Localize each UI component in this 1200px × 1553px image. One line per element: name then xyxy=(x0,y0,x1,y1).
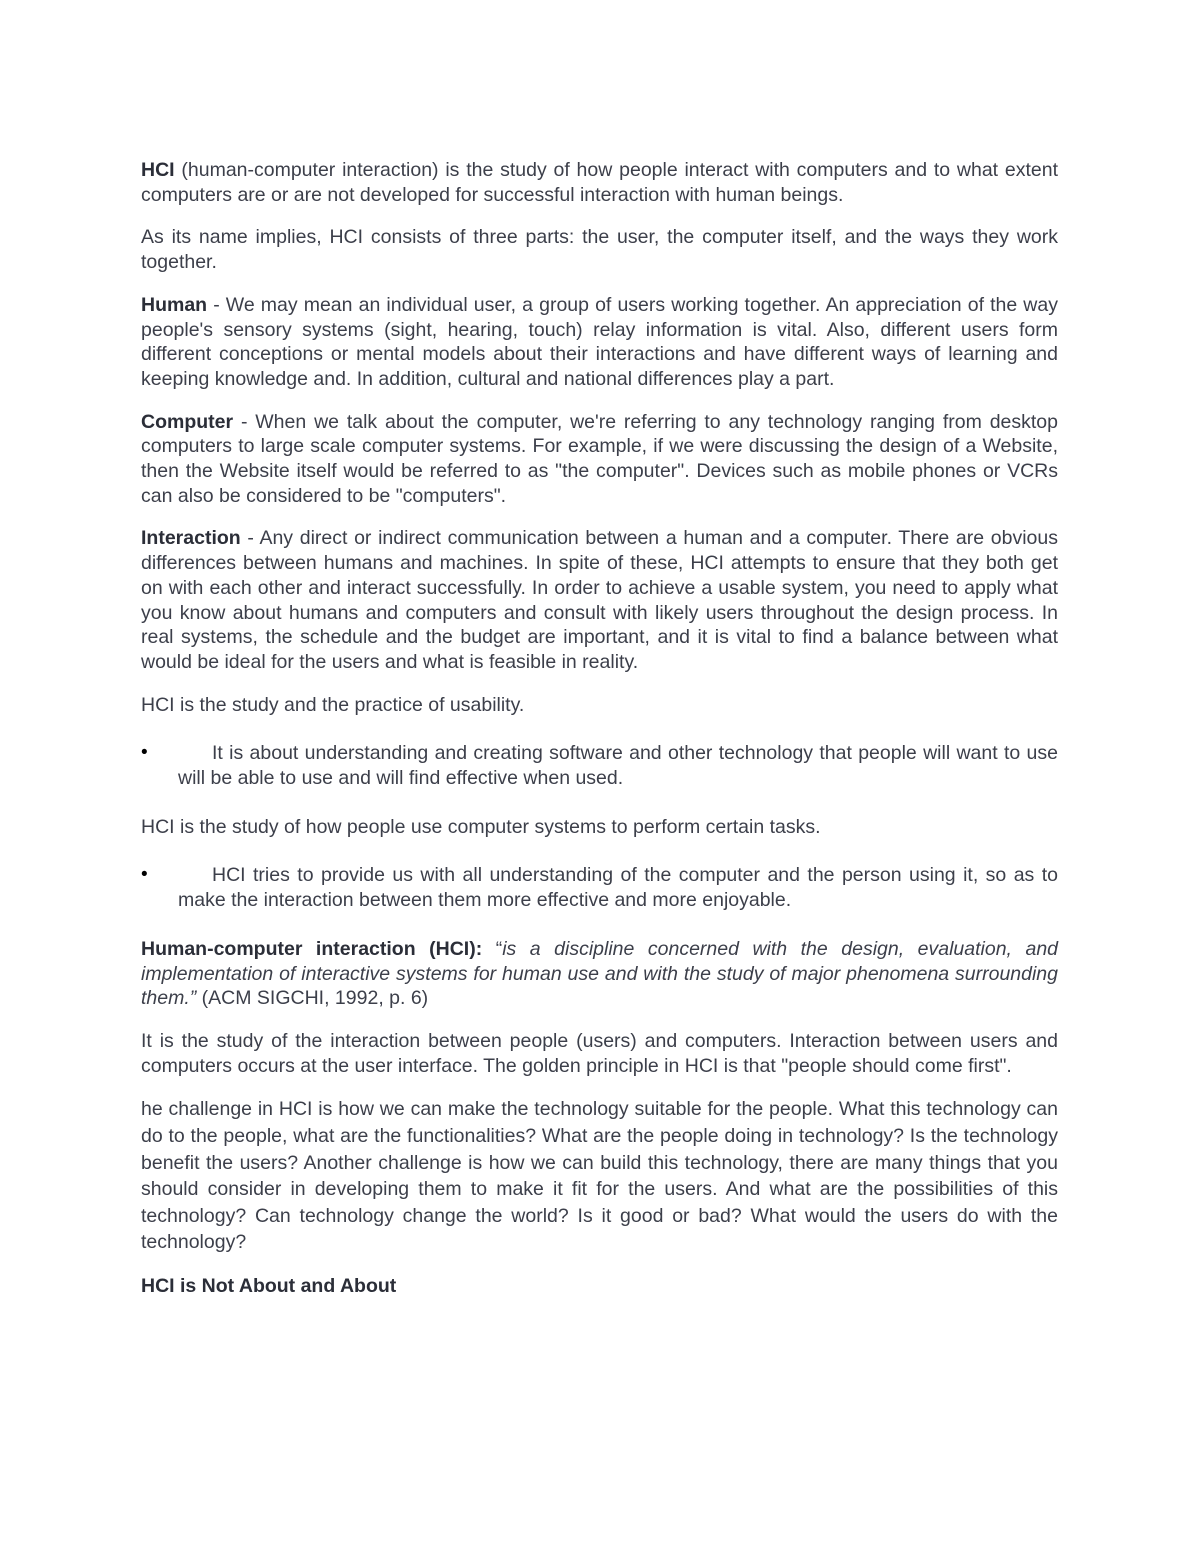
section-heading xyxy=(141,1274,1058,1299)
definition-quote: is a discipline concerned with the design, evaluation, and implementation of interactive systems for human use and with the study of major phenomena surrounding them.” xyxy=(141,937,1059,1010)
challenge-paragraph: he challenge in HCI is how we can make the technology suitable for the people. What this technology can do to the people, what are the functionalities? What are the people doing in technology? Is the technology benefit the users? Another challenge is how we can build this technology, there are many things that you should consider in developing them to make it fit for the users. And what are the possibilities of this technology? Can technology change the world? Is it good or bad? What would the users do with the technology? xyxy=(141,1098,1058,1254)
definition-citation: (ACM SIGCHI, 1992, p. 6) xyxy=(196,987,429,1010)
human-paragraph xyxy=(141,293,1058,392)
three-parts-paragraph: As its name implies, HCI consists of three parts: the user, the computer itself, and the ways they work together. xyxy=(141,226,1058,274)
bullet-item-understanding xyxy=(141,741,1058,790)
human-term: Human xyxy=(141,293,208,316)
definition-paragraph xyxy=(141,937,1058,1011)
definition-term: Human-computer interaction (HCI): xyxy=(141,937,483,960)
intro-paragraph xyxy=(141,158,1058,207)
section-heading-text: HCI is Not About and About xyxy=(141,1274,397,1297)
interface-paragraph: It is the study of the interaction between people (users) and computers. Interaction between users and computers occurs at the user interface. The golden principle in HCI is that "people should come first". xyxy=(141,1029,1058,1077)
document-page xyxy=(141,158,1058,1317)
quote-open: “ xyxy=(482,937,503,960)
bullet-text: It is about understanding and creating software and other technology that people will want to use will be able to use and will find effective when used. xyxy=(178,742,1058,790)
bullet-icon: • xyxy=(141,742,148,764)
computer-text: - When we talk about the computer, we're referring to any technology ranging from desktop computers to large scale computer systems. For example, if we were discussing the design of a Website, then the Website itself would be referred to as "the computer". Devices such as mobile phones or VCRs can also be considered to be "computers". xyxy=(141,410,1058,507)
bullet-item-provide xyxy=(141,863,1058,912)
interaction-term: Interaction xyxy=(141,527,241,550)
hci-term: HCI xyxy=(141,159,175,181)
computer-term: Computer xyxy=(141,410,234,433)
bullet-text: HCI tries to provide us with all understanding of the computer and the person using it, so as to make the interaction between them more effective and more enjoyable. xyxy=(178,864,1058,912)
interaction-text: - Any direct or indirect communication between a human and a computer. There are obvious differences between humans and machines. In spite of these, HCI attempts to ensure that they both get on with each other and interact successfully. In order to achieve a usable system, you need to apply what you know about humans and computers and consult with likely users throughout the design process. In real systems, the schedule and the budget are important, and it is vital to find a balance between what would be ideal for the users and what is feasible in reality. xyxy=(141,527,1058,673)
tasks-paragraph: HCI is the study of how people use computer systems to perform certain tasks. xyxy=(141,815,821,838)
human-text: - We may mean an individual user, a group of users working together. An appreciation of the way people's sensory systems (sight, hearing, touch) relay information is vital. Also, different users form different conceptions or mental models about their interactions and have different ways of learning and keeping knowledge and. In addition, cultural and national differences play a part. xyxy=(141,293,1058,390)
usability-paragraph: HCI is the study and the practice of usability. xyxy=(141,693,525,716)
bullet-icon: • xyxy=(141,864,148,886)
computer-paragraph xyxy=(141,410,1058,509)
interaction-paragraph xyxy=(141,526,1058,674)
intro-text: (human-computer interaction) is the study of how people interact with computers and to what extent computers are or are not developed for successful interaction with human beings. xyxy=(141,159,1058,206)
